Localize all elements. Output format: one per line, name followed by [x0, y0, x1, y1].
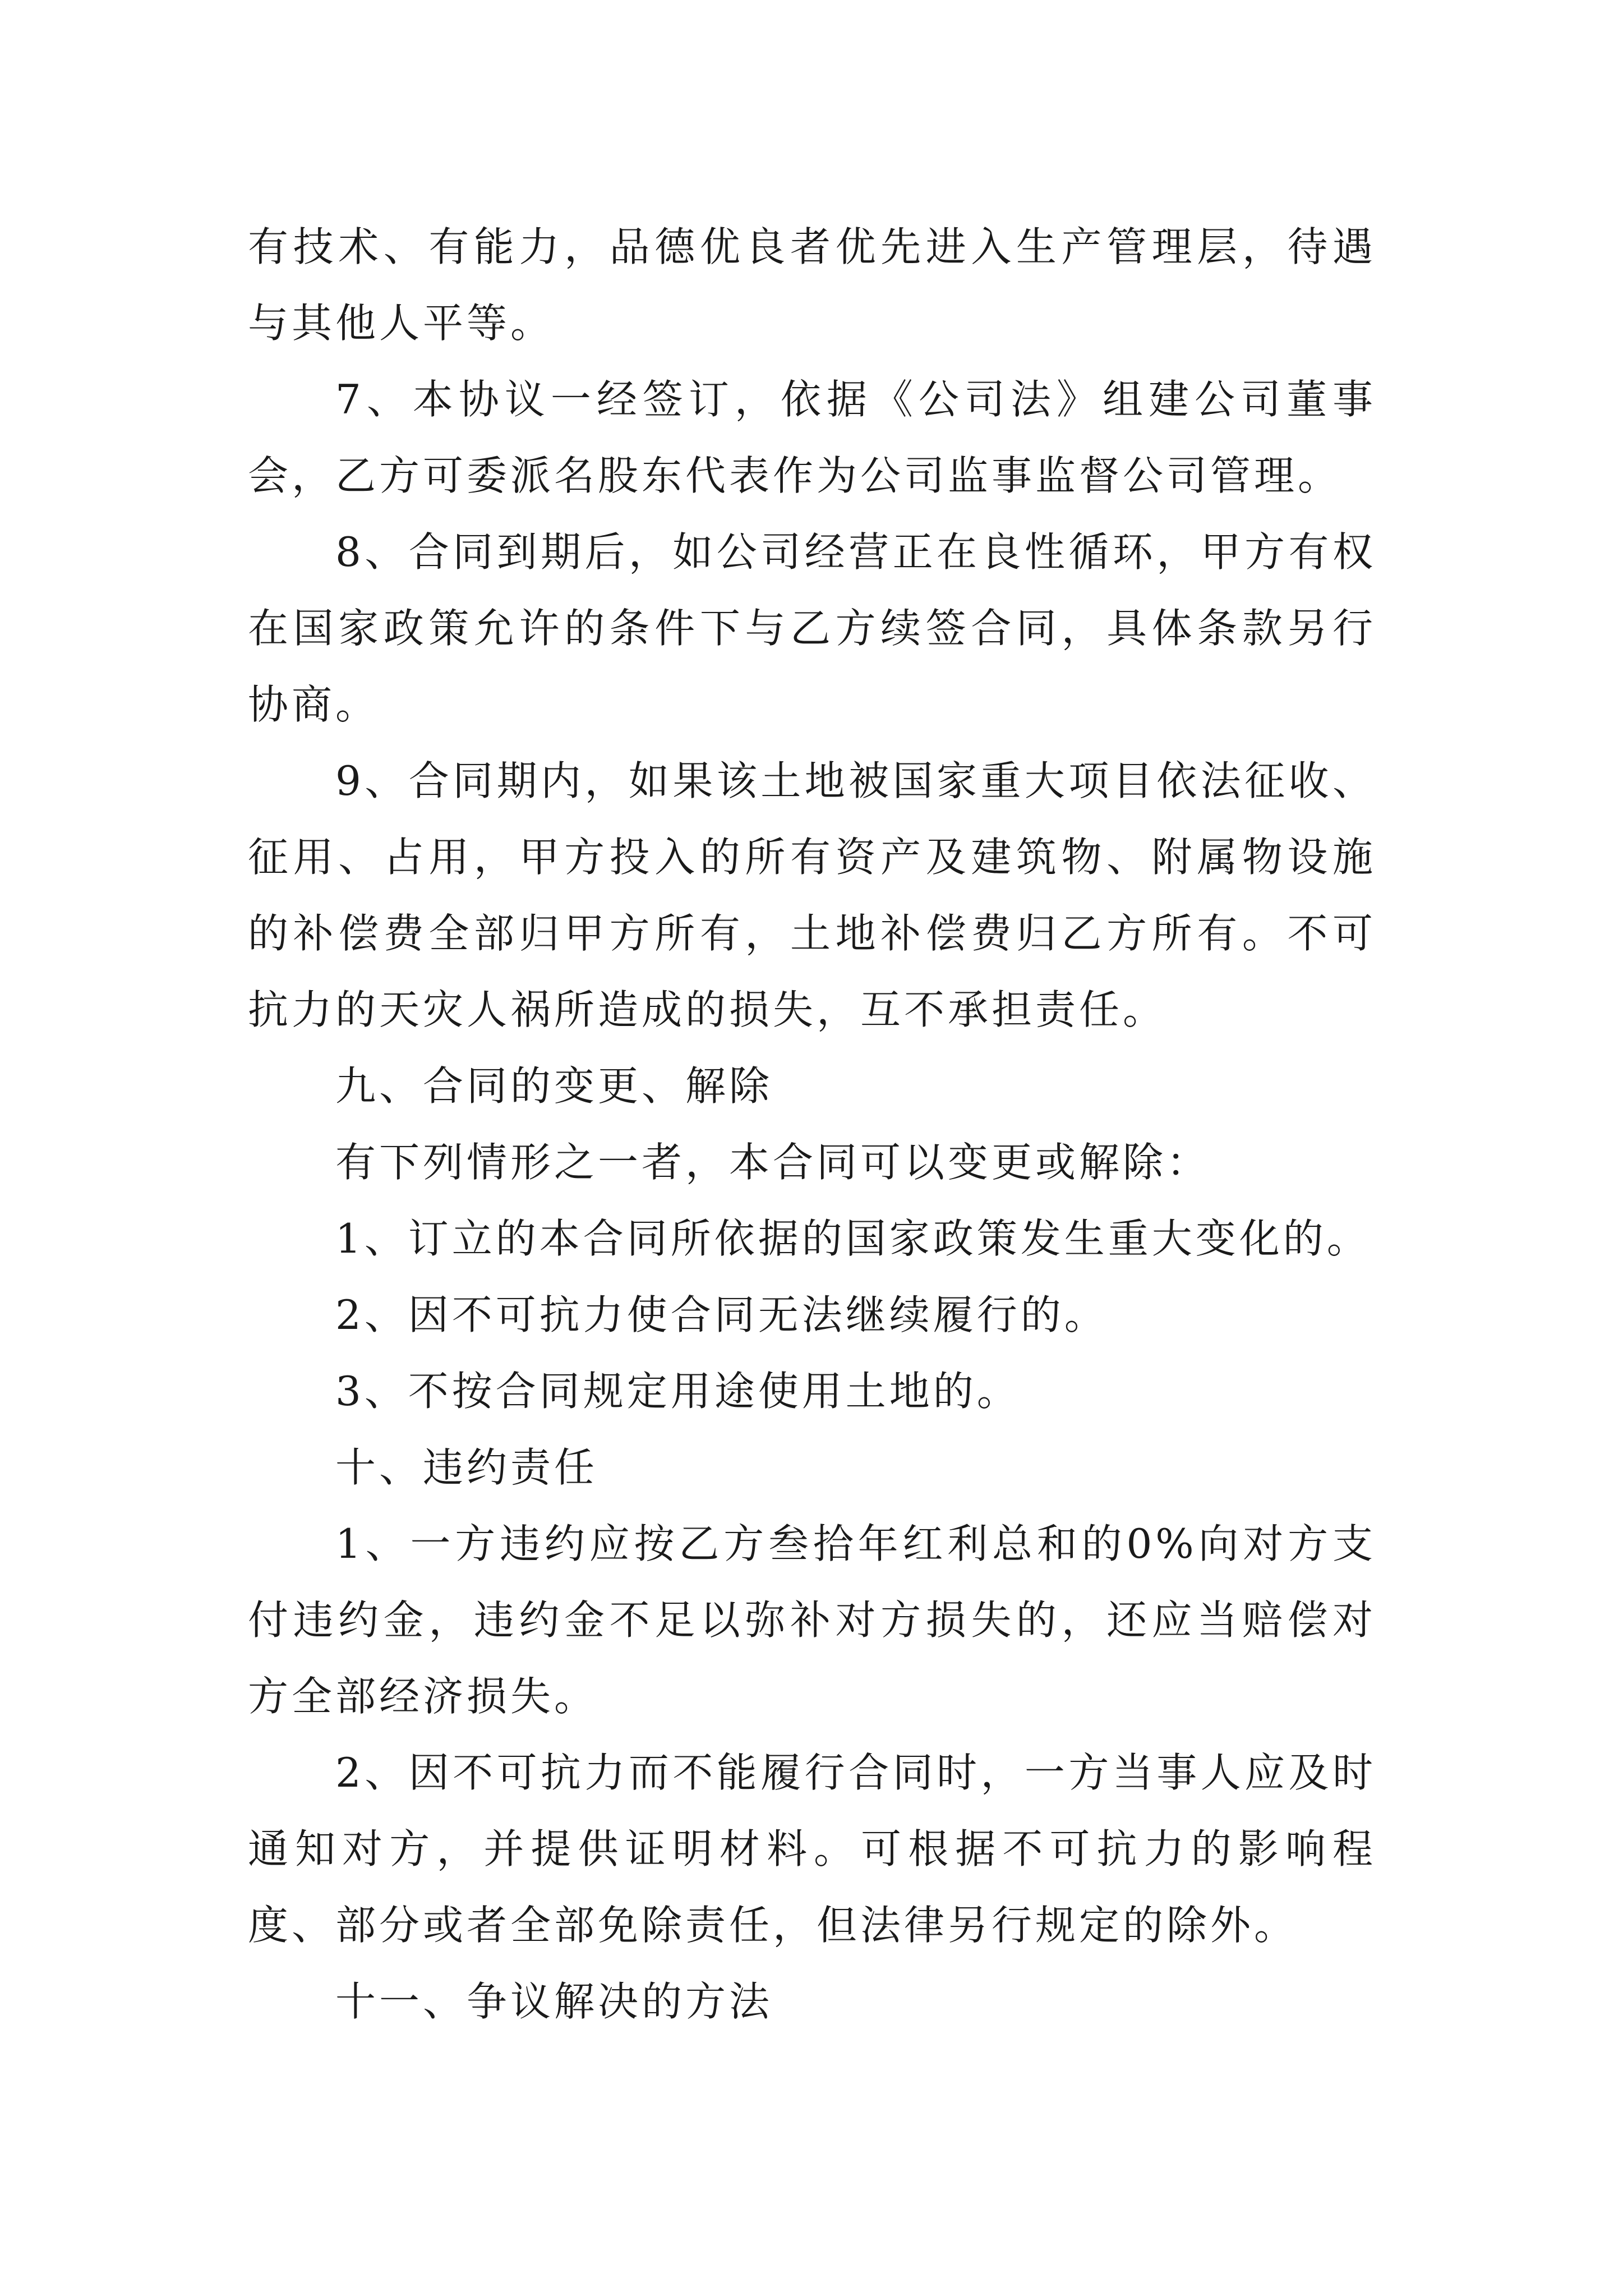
list-item-2: 2、因不可抗力使合同无法继续履行的。 — [335, 1291, 1108, 1338]
paragraph-clause-8: 8、合同到期后，如公司经营正在良性循环，甲方有权在国家政策允许的条件下与乙方续签合同，具体条款另行协商。 — [248, 528, 1376, 728]
section-heading-11: 十一、争议解决的方法 — [335, 1978, 773, 2025]
paragraph-clause-9: 9、合同期内，如果该土地被国家重大项目依法征收、征用、占用，甲方投入的所有资产及建筑物、附属物设施的补偿费全部归甲方所有，土地补偿费归乙方所有。不可抗力的天灾人祸所造成的损失，互不承担责任。 — [248, 757, 1376, 1033]
paragraph-continuation: 有技术、有能力，品德优良者优先进入生产管理层，待遇与其他人平等。 — [248, 223, 1376, 347]
paragraph-clause-7: 7、本协议一经签订，依据《公司法》组建公司董事会，乙方可委派名股东代表作为公司监事监督公司管理。 — [248, 376, 1376, 499]
document-body — [248, 209, 1376, 2040]
section-heading-10: 十、违约责任 — [335, 1444, 598, 1491]
list-item-3: 3、不按合同规定用途使用土地的。 — [335, 1368, 1021, 1415]
section-heading-9: 九、合同的变更、解除 — [335, 1062, 773, 1110]
list-item-1: 1、订立的本合同所依据的国家政策发生重大变化的。 — [335, 1215, 1371, 1262]
paragraph-breach-2: 2、因不可抗力而不能履行合同时，一方当事人应及时通知对方，并提供证明材料。可根据不可抗力的影响程度、部分或者全部免除责任，但法律另行规定的除外。 — [248, 1749, 1376, 1949]
paragraph-breach-1: 1、一方违约应按乙方叁拾年红利总和的0%向对方支付违约金，违约金不足以弥补对方损失的，还应当赔偿对方全部经济损失。 — [248, 1520, 1376, 1720]
paragraph-intro: 有下列情形之一者，本合同可以变更或解除： — [335, 1139, 1211, 1186]
